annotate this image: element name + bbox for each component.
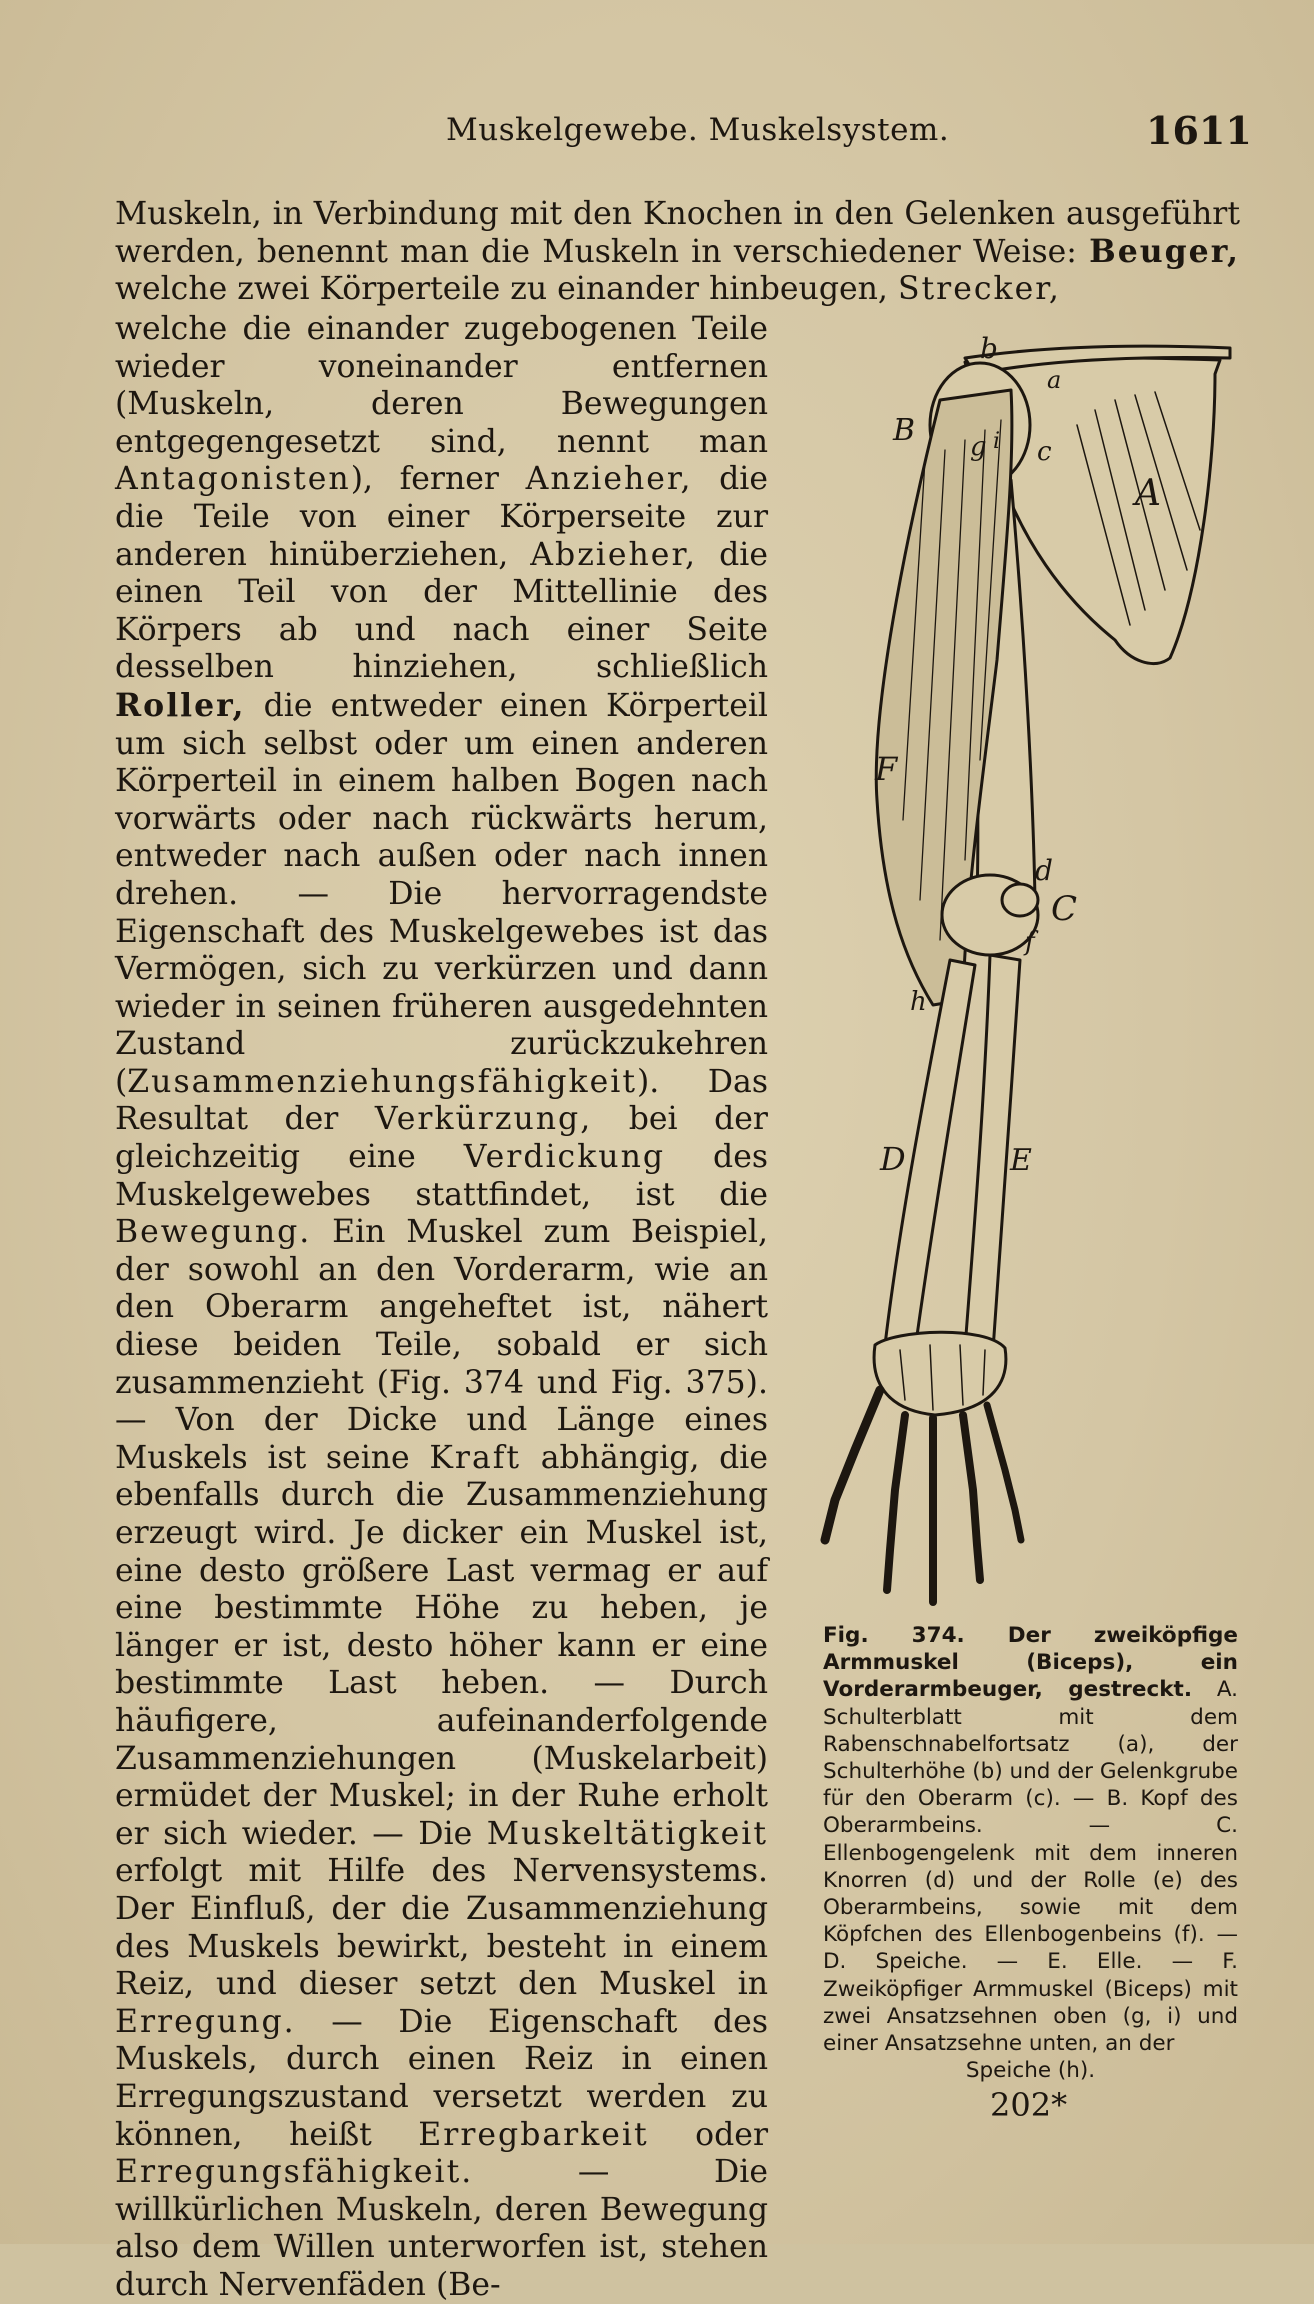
term-antagonisten: Antagonisten	[115, 461, 351, 498]
paragraph-text: bei der gleichzeitig eine	[115, 1101, 768, 1176]
arm-anatomy-figure	[815, 332, 1255, 1610]
caption-title: Fig. 374. Der zweiköpfige Armmuskel (Biceps), ein Vorderarmbeuger, gestreckt.	[823, 1623, 1238, 1703]
body-text-column	[115, 311, 768, 2304]
body-text-full-width	[115, 196, 1240, 308]
label-big-f: F	[875, 750, 898, 788]
label-h: h	[910, 987, 927, 1017]
paragraph-text: die einen Teil von der Mittellinie des Körpers ab und nach einer Seite desselben hinziehen, schließlich	[115, 536, 768, 686]
finger-little-shape	[987, 1405, 1021, 1540]
paragraph-text: ). Das Resultat der	[115, 1063, 768, 1138]
paragraph-text: — Die willkürlichen Muskeln, deren Bewegung also dem Willen unterworfen ist, stehen durch Nervenfäden (Be-	[115, 2154, 768, 2303]
label-big-a: A	[1135, 473, 1161, 514]
label-big-c: C	[1051, 889, 1078, 929]
label-a: a	[1047, 366, 1062, 394]
term-roller: Roller,	[115, 686, 246, 724]
running-head: Muskelgewebe. Muskelsystem.	[446, 112, 950, 148]
label-big-e: E	[1010, 1143, 1032, 1178]
paragraph-text: die entweder einen Körperteil um sich selbst oder um einen anderen Körperteil in einem halben Bogen nach vorwärts oder nach rückwärts herum, entweder nach außen oder nach innen drehen. — Die hervorragendste Eigenschaft des Muskelgewebes ist das Vermögen, sich zu verkürzen und dann wieder in seinen früheren ausgedehnten Zustand zurückzukehren (	[115, 687, 768, 1100]
label-f: f	[1025, 927, 1035, 957]
term-beuger: Beuger,	[1089, 233, 1240, 270]
figure-caption	[823, 1622, 1238, 2084]
paragraph-text: — Die Eigenschaft des Muskels, durch einen Reiz in einen Erregungszustand versetzt werden zu können, heißt	[115, 2003, 768, 2153]
paragraph-text: des Muskelgewebes stattfindet, ist die	[115, 1139, 769, 1213]
label-big-d: D	[880, 1140, 906, 1178]
label-b: b	[980, 332, 998, 365]
sheet-signature: 202*	[990, 2086, 1068, 2124]
paragraph-text: welche die einander zugebogenen Teile wieder voneinander entfernen (Muskeln, deren Bewegungen entgegengesetzt sind, nennt man	[115, 311, 768, 460]
label-i: i	[993, 429, 1001, 454]
term-muskeltaetigkeit: Muskeltätigkeit	[486, 1815, 768, 1852]
page-number: 1611	[1146, 108, 1252, 153]
label-c: c	[1037, 437, 1052, 467]
term-abzieher: Abzieher,	[530, 536, 698, 573]
term-kraft: Kraft	[429, 1439, 522, 1476]
paragraph-text: Ein Muskel zum Beispiel, der sowohl an den Vorderarm, wie an den Oberarm angeheftet ist, nähert diese beiden Teile, sobald er sich zusammenzieht (Fig. 374 und Fig. 375). — Von der Dicke und Länge eines Muskels ist seine	[115, 1214, 768, 1476]
term-anzieher: Anzieher,	[525, 461, 693, 498]
term-verkuerzung: Verkürzung,	[374, 1101, 593, 1138]
term-zusammenziehungsfaehigkeit: Zusammenziehungsfähigkeit	[127, 1063, 638, 1100]
term-erregbarkeit: Erregbarkeit	[418, 2116, 649, 2153]
paragraph-text: welche zwei Körperteile zu einander hinbeugen,	[115, 271, 888, 307]
label-big-b: B	[893, 413, 916, 448]
finger-ring-shape	[963, 1415, 980, 1580]
paragraph-intro: Muskeln, in Verbindung mit den Knochen in den Gelenken ausgeführt werden, benennt man die Muskeln in verschiedener Weise:	[115, 196, 1240, 270]
term-erregungsfaehigkeit: Erregungsfähigkeit.	[115, 2154, 474, 2191]
finger-index-shape	[887, 1415, 905, 1590]
paragraph-text: erfolgt mit Hilfe des Nervensystems. Der Einfluß, der die Zusammenziehung des Muskels bewirkt, besteht in einem Reiz, und dieser setzt den Muskel in	[115, 1853, 768, 2003]
paragraph-text: ), ferner	[350, 461, 499, 498]
paragraph-text: abhängig, die ebenfalls durch die Zusammenziehung erzeugt wird. Je dicker ein Muskel ist, eine desto größere Last vermag er auf eine bestimmte Höhe zu heben, je länger er ist, desto höher kann er eine bestimmte Last heben. — Durch häufigere, aufeinanderfolgende Zusammenziehungen (Muskelarbeit) ermüdet der Muskel; in der Ruhe erholt er sich wieder. — Die	[115, 1439, 769, 1852]
label-d: d	[1035, 854, 1053, 887]
term-bewegung: Bewegung.	[115, 1214, 312, 1251]
caption-body: A. Schulterblatt mit dem Rabenschnabelfortsatz (a), der Schulterhöhe (b) und der Gelenkgrube für den Oberarm (c). — B. Kopf des Oberarmbeins. — C. Ellenbogengelenk mit dem inneren Knorren (d) und der Rolle (e) des Oberarmbeins, sowie mit dem Köpfchen des Ellenbogenbeins (f). — D. Speiche. — E. Elle. — F. Zweiköpfiger Armmuskel (Biceps) mit zwei Ansatzsehnen oben (g, i) und einer Ansatzsehne unten, an der	[823, 1677, 1238, 2057]
thumb-shape	[825, 1390, 880, 1540]
term-strecker: Strecker,	[897, 271, 1061, 307]
arm-skeleton-illustration	[815, 332, 1255, 1610]
term-erregung: Erregung.	[115, 2003, 296, 2040]
caption-end: Speiche (h).	[965, 2058, 1096, 2084]
term-verdickung: Verdickung	[463, 1139, 666, 1176]
paragraph-text: oder	[648, 2116, 768, 2153]
label-g: g	[970, 432, 987, 462]
paragraph-text: die die Teile von einer Körperseite zur anderen hinüberziehen,	[115, 461, 768, 573]
